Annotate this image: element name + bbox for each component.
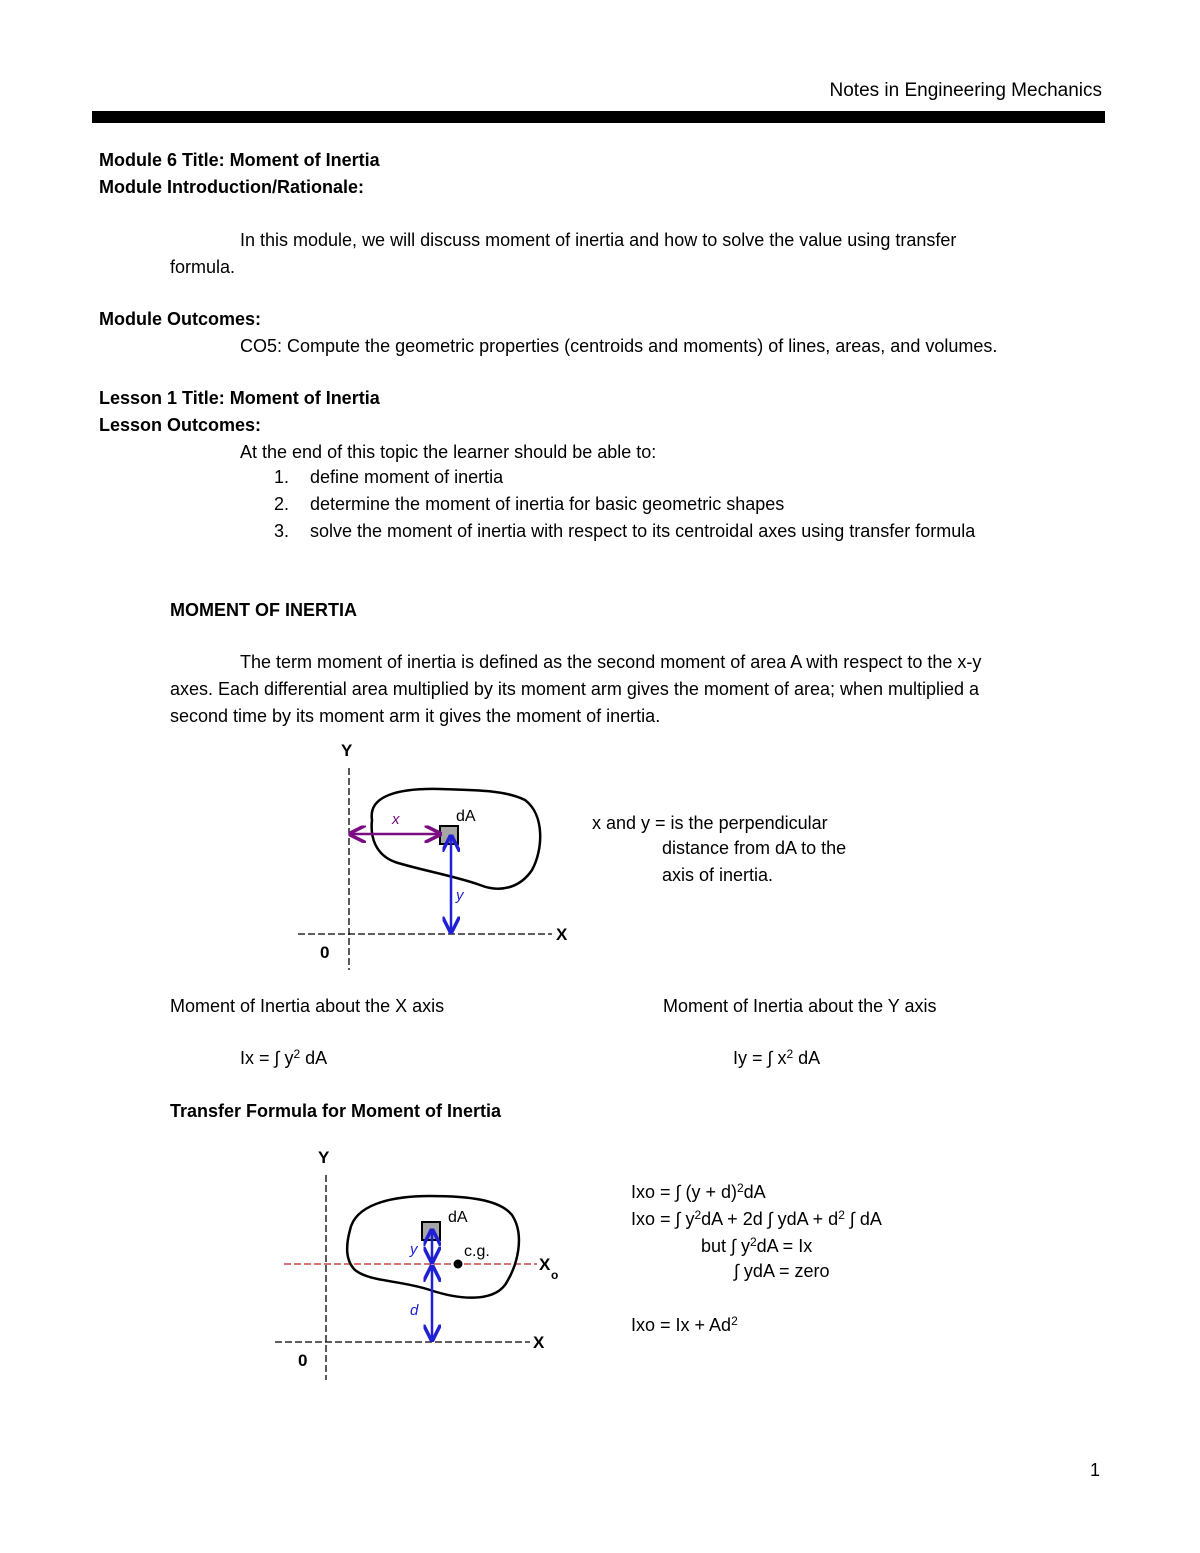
moi-para-line1: The term moment of inertia is defined as the second moment of area A with respect to the x-y <box>240 652 982 672</box>
list-item: solve the moment of inertia with respect to its centroidal axes using transfer formula <box>310 521 976 541</box>
note-line3: axis of inertia. <box>662 865 774 885</box>
d-distance-label: d <box>410 1302 419 1319</box>
da-label: dA <box>456 808 476 825</box>
axis-y-label: Y <box>341 741 353 760</box>
list-item-number: 2. <box>274 494 290 514</box>
list-item: define moment of inertia <box>310 467 504 487</box>
list-item-number: 1. <box>274 467 290 487</box>
da-element-icon <box>440 826 458 844</box>
lesson-outcomes-intro: At the end of this topic the learner should be able to: <box>240 442 657 462</box>
x-axis-moi-label: Moment of Inertia about the X axis <box>170 996 445 1016</box>
da-label: dA <box>448 1209 468 1226</box>
transfer-eq1: Ixo = ∫ $(y + d)^2dA$ <box>631 1181 766 1202</box>
origin-label: 0 <box>320 943 330 962</box>
list-item: determine the moment of inertia for basic geometric shapes <box>310 494 785 514</box>
lesson-title: Lesson 1 Title: Moment of Inertia <box>99 388 380 408</box>
axis-x-label: X <box>533 1333 545 1352</box>
iy-formula: Iy = ∫ $x^2$ dA <box>733 1047 821 1068</box>
centroid-point-icon <box>454 1260 463 1269</box>
lesson-outcomes-heading: Lesson Outcomes: <box>99 415 262 435</box>
axis-xo-subscript: o <box>551 1268 559 1282</box>
transfer-heading: Transfer Formula for Moment of Inertia <box>170 1101 502 1121</box>
moi-heading: MOMENT OF INERTIA <box>170 600 357 620</box>
module-outcome-co5: CO5: Compute the geometric properties (centroids and moments) of lines, areas, and volumes. <box>240 336 998 356</box>
y-axis-moi-label: Moment of Inertia about the Y axis <box>663 996 937 1016</box>
module-outcomes-heading: Module Outcomes: <box>99 309 262 329</box>
transfer-eq2: Ixo = ∫ $y^2dA + 2d$ ∫ ydA + $d^2$ ∫ dA <box>631 1208 882 1229</box>
axis-x-label: X <box>556 925 568 944</box>
axis-xo-label: X <box>539 1255 551 1274</box>
ix-formula: Ix = ∫ $y^2$ dA <box>240 1047 328 1068</box>
y-distance-label: y <box>456 887 464 904</box>
y-distance-label: y <box>410 1241 418 1258</box>
module-intro-heading: Module Introduction/Rationale: <box>99 177 364 197</box>
moi-para-line2: axes. Each differential area multiplied by its moment arm gives the moment of area; when multiplied a <box>170 679 980 699</box>
page-number: 1 <box>1089 1460 1100 1480</box>
transfer-eq4: ∫ ydA = zero <box>734 1261 830 1281</box>
header-title: Notes in Engineering Mechanics <box>829 80 1102 101</box>
module-intro-line2: formula. <box>170 257 236 277</box>
module-title: Module 6 Title: Moment of Inertia <box>99 150 380 170</box>
moi-para-line3: second time by its moment arm it gives the moment of inertia. <box>170 706 661 726</box>
axis-y-label: Y <box>318 1148 330 1167</box>
origin-label: 0 <box>298 1351 308 1370</box>
list-item-number: 3. <box>274 521 290 541</box>
note-line1: x and y = is the perpendicular <box>592 813 828 833</box>
cg-label: c.g. <box>464 1243 490 1260</box>
x-distance-label: x <box>392 811 400 828</box>
transfer-eq5: Ixo = $Ix + Ad^2$ <box>631 1314 738 1335</box>
note-line2: distance from dA to the <box>662 838 847 858</box>
module-intro-line1: In this module, we will discuss moment of inertia and how to solve the value using transfer <box>240 230 957 250</box>
transfer-eq3: but ∫ $y^2dA = Ix$ <box>701 1235 813 1256</box>
